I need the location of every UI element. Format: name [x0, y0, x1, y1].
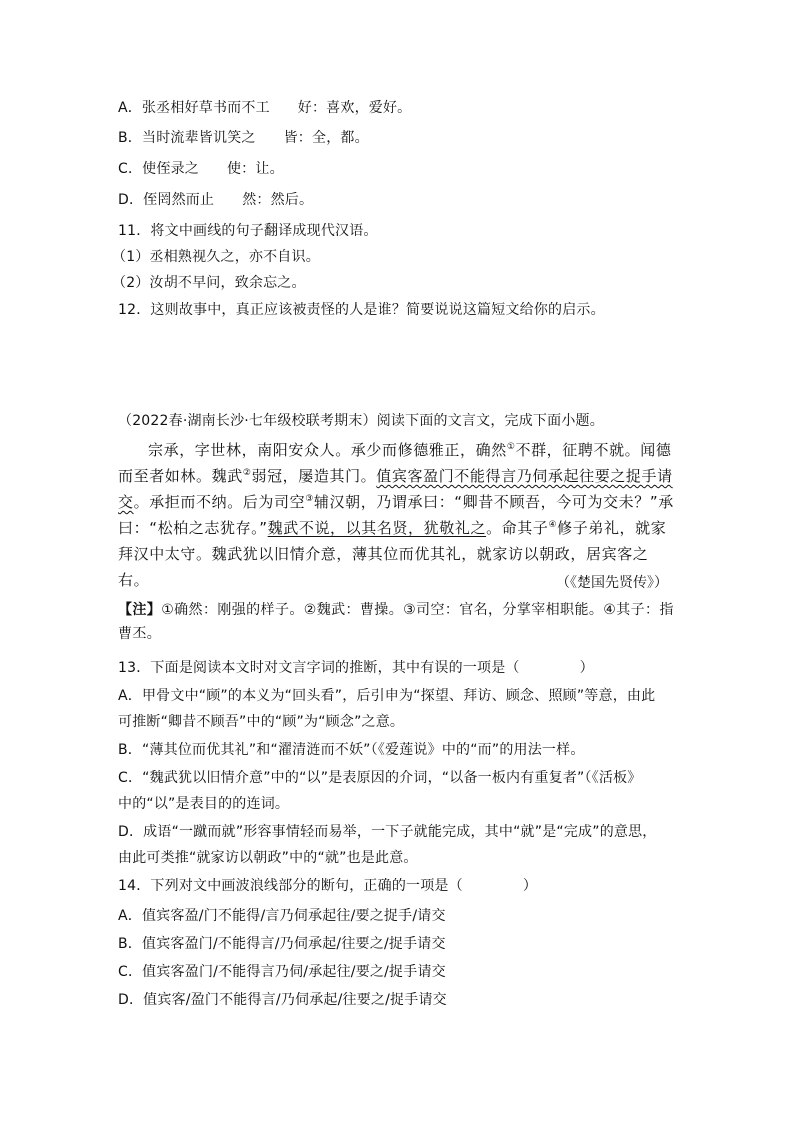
option-gloss: 好：喜欢，爱好。 [297, 100, 412, 116]
option-gloss: 然：然后。 [242, 192, 314, 208]
footnote-marker-4: ④ [548, 520, 558, 530]
annotation-note [118, 598, 678, 646]
q13-stem: 13．下面是阅读本文时对文言字词的推断，其中有误的一项是（ ） [118, 660, 594, 676]
option-text: D．侄罔然而止 [118, 192, 215, 208]
q13-option-a-line1: A．甲骨文中“顾”的本义为“回头看”，后引申为“探望、拜访、顾念、照顾”等意，由此 [118, 688, 656, 704]
q10-option-c [118, 159, 284, 179]
q11-stem: 11．将文中画线的句子翻译成现代汉语。 [118, 223, 378, 239]
passage-source: （《楚国先贤传》） [556, 575, 668, 591]
q11-item-2: （2）汝胡不早问，致余忘之。 [112, 275, 306, 291]
q12-stem: 12．这则故事中，真正应该被责怪的人是谁？简要说说这篇短文给你的启示。 [118, 302, 605, 318]
q13-option-d-line2: 由此可类推“就家访以朝政”中的“就”也是此意。 [118, 850, 418, 866]
underlined-sentence: 魏武不说，以其名贤，犹敬礼之 [267, 519, 487, 537]
q10-option-a [118, 98, 411, 118]
footnote-marker-3: ③ [305, 494, 314, 504]
q14-option-c: C．值宾客盈门/不能得言乃伺/承起往/要之/捉手请交 [118, 964, 446, 980]
q13-option-c-line2: 中的“以”是表目的的连词。 [118, 796, 290, 812]
q14-option-d: D．值宾客/盈门不能得言/乃伺承起/往要之/捉手请交 [118, 992, 447, 1008]
q13-option-d-line1: D．成语“一蹴而就”形容事情轻而易举，一下子就能完成，其中“就”是“完成”的意思， [118, 824, 657, 840]
wavy-underlined-sentence: 值宾客盈门不能得言乃伺承起往要之捉手请交 [118, 467, 673, 511]
option-text: B．当时流辈皆讥笑之 [118, 130, 256, 146]
passage-intro: （2022春·湖南长沙·七年级校联考期末）阅读下面的文言文，完成下面小题。 [118, 413, 604, 429]
option-text: C．使侄录之 [118, 161, 199, 177]
q11-item-1: （1）丞相熟视久之，亦不自识。 [112, 249, 320, 265]
q10-option-b [118, 128, 369, 148]
footnote-marker-2: ② [242, 468, 252, 478]
note-label: 【注】 [118, 602, 162, 618]
note-text: ①确然：刚强的样子。②魏武：曹操。③司空：官名，分掌宰相职能。④其子：指曹丕。 [118, 602, 674, 642]
option-text: A．张丞相好草书而不工 [118, 100, 270, 116]
passage-text: 宗承，字世林，南阳安众人。承少而修德雅正，确然①不群，征聘不就。闻德而至者如林。魏武②弱冠，屡造其门。值宾客盈门不能得言乃伺承起往要之捉手请交。承拒而不纳。后为司空③辅汉朝，乃谓承曰：“卿昔不顾吾，今可为交未？”承曰：“松柏之志犹存。”魏武不说，以其名贤，犹敬礼之。命其子④修子弟礼，就家拜汉中太守。魏武犹以旧情介意，薄其位而优其礼，就家访以朝政，居宾客之右。 [118, 441, 674, 589]
q14-option-b: B．值宾客盈门/不能得言/乃伺承起/往要之/捉手请交 [118, 936, 446, 952]
q10-option-d [118, 190, 313, 210]
q13-option-c-line1: C．“魏武犹以旧情介意”中的“以”是表原因的介词，“以备一板内有重复者”（《活板》 [118, 770, 642, 786]
q13-option-a-line2: 可推断“卿昔不顾吾”中的“顾”为“顾念”之意。 [118, 714, 405, 730]
q14-option-a: A．值宾客盈/门不能得/言乃伺承起往/要之捉手/请交 [118, 908, 446, 924]
footnote-marker-1: ① [506, 442, 516, 452]
q14-stem: 14．下列对文中画波浪线部分的断句，正确的一项是（ ） [118, 878, 538, 894]
option-gloss: 使：让。 [226, 161, 284, 177]
option-gloss: 皆：全，都。 [283, 130, 369, 146]
q13-option-b: B．“薄其位而优其礼”和“濯清涟而不妖”（《爱莲说》中的“而”的用法一样。 [118, 742, 585, 758]
